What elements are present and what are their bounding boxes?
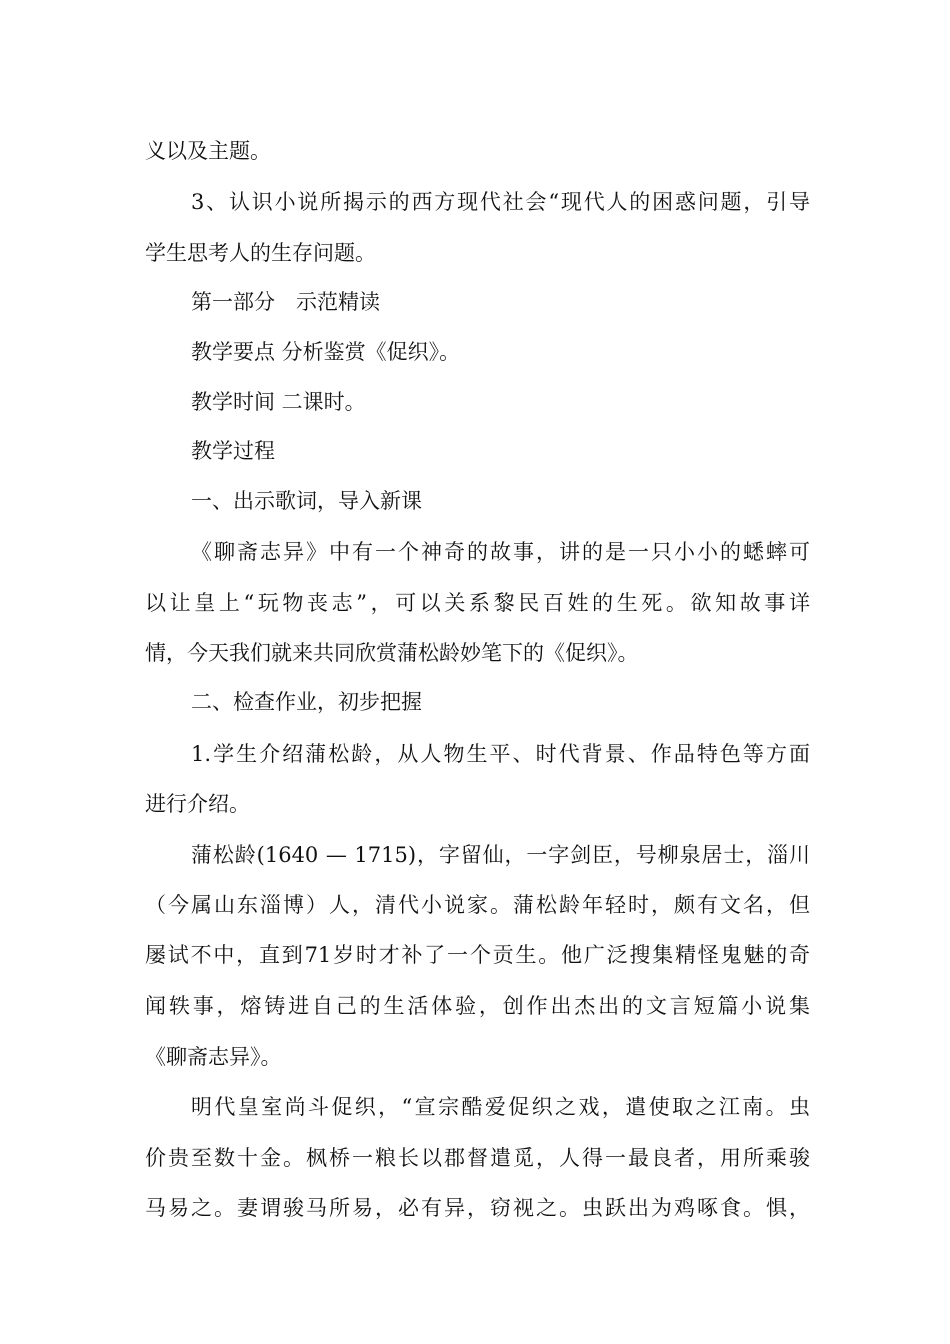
text-line: 教学要点 分析鉴赏《促织》。 [191, 340, 461, 364]
text-line: 义以及主题。 [145, 139, 271, 163]
text-line: 《聊斋志异》中有一个神奇的故事，讲的是一只小小的蟋蟀可 [191, 540, 810, 564]
text-line: 价贵至数十金。枫桥一粮长以郡督遣觅，人得一最良者，用所乘骏 [145, 1146, 810, 1170]
text-line: 闻轶事，熔铸进自己的生活体验，创作出杰出的文言短篇小说集 [145, 994, 810, 1018]
text-line: 《聊斋志异》。 [145, 1045, 282, 1069]
text-line: 学生思考人的生存问题。 [145, 241, 376, 265]
text-line: 教学过程 [191, 439, 275, 463]
text-line: 马易之。妻谓骏马所易，必有异，窃视之。虫跃出为鸡啄食。惧， [145, 1196, 810, 1220]
text-line: 3、认识小说所揭示的西方现代社会“现代人的困惑问题，引导 [191, 190, 810, 214]
text-line: （今属山东淄博）人，清代小说家。蒲松龄年轻时，颇有文名，但 [145, 893, 810, 917]
section-heading: 第一部分 示范精读 [191, 290, 380, 314]
text-line: 以让皇上“玩物丧志”，可以关系黎民百姓的生死。欲知故事详 [145, 591, 810, 615]
subheading: 一、出示歌词，导入新课 [191, 489, 422, 513]
subheading: 二、检查作业，初步把握 [191, 690, 422, 714]
text-line: 教学时间 二课时。 [191, 390, 366, 414]
text-line: 进行介绍。 [145, 792, 250, 816]
text-line: 明代皇室尚斗促织，“宣宗酷爱促织之戏，遣使取之江南。虫 [191, 1095, 810, 1119]
text-line: 蒲松龄(1640 — 1715)，字留仙，一字剑臣，号柳泉居士，淄川 [191, 843, 810, 867]
text-line: 1.学生介绍蒲松龄，从人物生平、时代背景、作品特色等方面 [191, 742, 810, 766]
text-line: 屡试不中，直到71岁时才补了一个贡生。他广泛搜集精怪鬼魅的奇 [145, 943, 810, 967]
text-line: 情，今天我们就来共同欣赏蒲松龄妙笔下的《促织》。 [145, 641, 639, 665]
